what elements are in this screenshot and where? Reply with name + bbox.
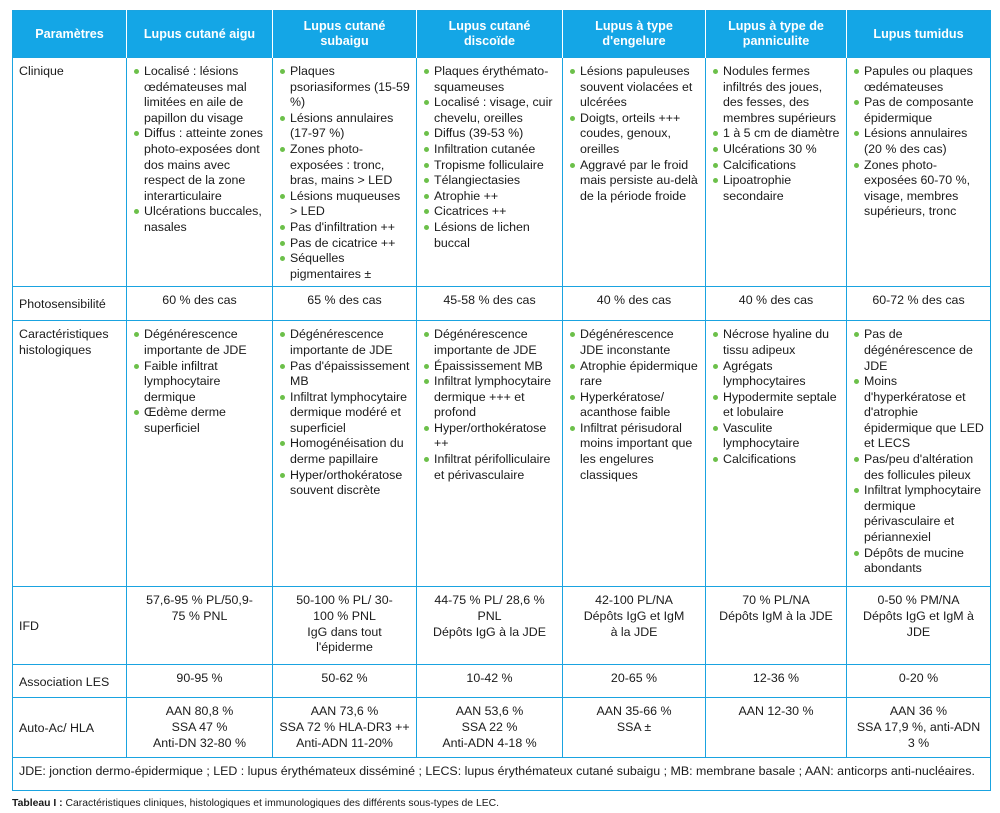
table-cell bbox=[273, 58, 417, 287]
list-item: Pas d'épaississement MB bbox=[279, 359, 410, 390]
cell-line: AAN 73,6 % bbox=[310, 704, 379, 719]
list-item: Œdème derme superficiel bbox=[133, 405, 266, 436]
bullet-list bbox=[279, 64, 410, 282]
cell-line: à la JDE bbox=[610, 624, 658, 639]
cell-line: Anti-DN 32-80 % bbox=[153, 735, 246, 750]
list-item: Zones photo-exposées 60-70 %, visage, membres supérieurs, tronc bbox=[853, 158, 984, 220]
list-item: Séquelles pigmentaires ± bbox=[279, 251, 410, 282]
row-footnote bbox=[13, 758, 991, 791]
list-item: Nécrose hyaline du tissu adipeux bbox=[712, 327, 840, 358]
list-item: Pas de composante épidermique bbox=[853, 95, 984, 126]
header-cell: Lupus cutané aigu bbox=[127, 11, 273, 58]
row-label: Photosensibilité bbox=[13, 287, 127, 321]
list-item: Homogénéisation du derme papillaire bbox=[279, 436, 410, 467]
table-cell: 50-62 % bbox=[273, 665, 417, 698]
list-item: Pas d'infiltration ++ bbox=[279, 220, 410, 236]
bullet-list bbox=[279, 327, 410, 499]
list-item: Hyper/orthokératose ++ bbox=[423, 421, 556, 452]
header-text: Lupus à type de panniculite bbox=[728, 19, 824, 48]
cell-line: SSA 22 % bbox=[461, 719, 518, 734]
row-association-les bbox=[13, 665, 991, 698]
table-cell bbox=[127, 58, 273, 287]
table-cell bbox=[417, 58, 563, 287]
list-item: Hyperkératose/ acanthose faible bbox=[569, 390, 699, 421]
table-cell bbox=[273, 698, 417, 758]
row-ifd bbox=[13, 587, 991, 665]
list-item: Télangiectasies bbox=[423, 173, 556, 189]
list-item: Lésions papuleuses souvent violacées et ulcérées bbox=[569, 64, 699, 111]
list-item: Infiltrat lymphocytaire dermique périvasculaire et périannexiel bbox=[853, 483, 984, 545]
list-item: Vasculite lymphocytaire bbox=[712, 421, 840, 452]
table-cell bbox=[847, 321, 991, 587]
list-item: Localisé : lésions œdémateuses mal limitées en aile de papillon du visage bbox=[133, 64, 266, 126]
table-cell bbox=[273, 587, 417, 665]
table-cell bbox=[847, 698, 991, 758]
table-cell: 65 % des cas bbox=[273, 287, 417, 321]
bullet-list bbox=[423, 327, 556, 483]
table-cell: 10-42 % bbox=[417, 665, 563, 698]
table-cell: 20-65 % bbox=[563, 665, 706, 698]
header-cell: Lupus tumidus bbox=[847, 11, 991, 58]
list-item: Pas de dégénérescence de JDE bbox=[853, 327, 984, 374]
list-item: Lésions muqueuses > LED bbox=[279, 189, 410, 220]
bullet-list bbox=[712, 64, 840, 204]
row-label: IFD bbox=[13, 587, 127, 665]
table-cell bbox=[127, 587, 273, 665]
list-item: Dégénérescence JDE inconstante bbox=[569, 327, 699, 358]
table-cell: 12-36 % bbox=[706, 665, 847, 698]
list-item: Ulcérations buccales, nasales bbox=[133, 204, 266, 235]
cell-line: 50-100 % PL/ 30- bbox=[296, 593, 393, 608]
table-cell bbox=[706, 58, 847, 287]
list-item: Zones photo-exposées : tronc, bras, mains > LED bbox=[279, 142, 410, 189]
list-item: Doigts, orteils +++ coudes, genoux, oreilles bbox=[569, 111, 699, 158]
list-item: Hypodermite septale et lobulaire bbox=[712, 390, 840, 421]
table-cell bbox=[417, 587, 563, 665]
list-item: Dégénérescence importante de JDE bbox=[279, 327, 410, 358]
table-cell bbox=[563, 321, 706, 587]
list-item: Papules ou plaques œdémateuses bbox=[853, 64, 984, 95]
table-cell: 45-58 % des cas bbox=[417, 287, 563, 321]
cell-line: Dépôts IgG et IgM bbox=[583, 608, 685, 623]
cell-line: 42-100 PL/NA bbox=[595, 593, 673, 608]
header-row bbox=[13, 11, 991, 58]
list-item: Infiltrat périsudoral moins important que les engelures classiques bbox=[569, 421, 699, 483]
table-cell bbox=[563, 587, 706, 665]
cell-line: IgG dans tout bbox=[307, 624, 382, 639]
row-auto-ac-hla bbox=[13, 698, 991, 758]
row-histologie bbox=[13, 321, 991, 587]
cell-line: SSA 17,9 %, anti-ADN bbox=[856, 719, 981, 734]
caption-label: Tableau I : bbox=[12, 798, 63, 809]
bullet-list bbox=[569, 64, 699, 204]
table-cell: 90-95 % bbox=[127, 665, 273, 698]
cell-line: 100 % PNL bbox=[313, 608, 376, 623]
list-item: Diffus (39-53 %) bbox=[423, 126, 556, 142]
table-caption bbox=[12, 798, 499, 809]
bullet-list bbox=[853, 64, 984, 220]
list-item: Lipoatrophie secondaire bbox=[712, 173, 840, 204]
list-item: Plaques érythémato-squameuses bbox=[423, 64, 556, 95]
list-item: Localisé : visage, cuir chevelu, oreilles bbox=[423, 95, 556, 126]
cell-line: 3 % bbox=[907, 735, 930, 750]
cell-line: l'épiderme bbox=[316, 640, 373, 655]
cell-line: Dépôts IgM à la JDE bbox=[719, 608, 833, 623]
table-cell bbox=[273, 321, 417, 587]
cell-line: AAN 35-66 % bbox=[596, 704, 672, 719]
cell-line: Anti-ADN 4-18 % bbox=[442, 735, 537, 750]
cell-line: AAN 12-30 % bbox=[738, 704, 814, 719]
cell-line: SSA 72 % HLA-DR3 ++ bbox=[279, 719, 410, 734]
header-cell: Lupus cutané subaigu bbox=[273, 11, 417, 58]
list-item: Épaississement MB bbox=[423, 359, 556, 375]
list-item: Pas de cicatrice ++ bbox=[279, 236, 410, 252]
cell-line: Anti-ADN 11-20% bbox=[296, 735, 393, 750]
row-label: Clinique bbox=[13, 58, 127, 287]
bullet-list bbox=[712, 327, 840, 467]
list-item: 1 à 5 cm de diamètre bbox=[712, 126, 840, 142]
list-item: Calcifications bbox=[712, 158, 840, 174]
bullet-list bbox=[853, 327, 984, 577]
lec-table bbox=[12, 10, 991, 791]
caption-text: Caractéristiques cliniques, histologiques et immunologiques des différents sous-types de LEC. bbox=[62, 798, 500, 809]
table-cell bbox=[127, 321, 273, 587]
table-cell: 40 % des cas bbox=[706, 287, 847, 321]
cell-line: PNL bbox=[477, 608, 502, 623]
header-cell: Paramètres bbox=[13, 11, 127, 58]
list-item: Lésions annulaires (17-97 %) bbox=[279, 111, 410, 142]
list-item: Hyper/orthokératose souvent discrète bbox=[279, 468, 410, 499]
bullet-list bbox=[133, 64, 266, 236]
cell-line: AAN 80,8 % bbox=[165, 704, 234, 719]
cell-line: AAN 36 % bbox=[889, 704, 948, 719]
header-cell bbox=[706, 11, 847, 58]
header-cell bbox=[563, 11, 706, 58]
cell-line: SSA ± bbox=[616, 719, 652, 734]
cell-line: 75 % PNL bbox=[171, 608, 228, 623]
row-label: Caractéristiques histologiques bbox=[13, 321, 127, 587]
list-item: Tropisme folliculaire bbox=[423, 158, 556, 174]
list-item: Moins d'hyperkératose et d'atrophie épidermique que LED et LECS bbox=[853, 374, 984, 452]
header-cell: Lupus cutané discoïde bbox=[417, 11, 563, 58]
table-cell bbox=[417, 321, 563, 587]
header-text: Lupus à type d'engelure bbox=[595, 19, 673, 48]
list-item: Faible infiltrat lymphocytaire dermique bbox=[133, 359, 266, 406]
table-cell bbox=[706, 321, 847, 587]
table-cell bbox=[417, 698, 563, 758]
list-item: Dégénérescence importante de JDE bbox=[423, 327, 556, 358]
list-item: Lésions de lichen buccal bbox=[423, 220, 556, 251]
list-item: Pas/peu d'altération des follicules pileux bbox=[853, 452, 984, 483]
table-cell: 60-72 % des cas bbox=[847, 287, 991, 321]
table-cell bbox=[847, 58, 991, 287]
list-item: Lésions annulaires (20 % des cas) bbox=[853, 126, 984, 157]
cell-line: Dépôts IgG et IgM à JDE bbox=[863, 608, 974, 639]
cell-line: Dépôts IgG à la JDE bbox=[433, 624, 546, 639]
list-item: Diffus : atteinte zones photo-exposées dont dos mains avec respect de la zone interarticulaire bbox=[133, 126, 266, 204]
list-item: Aggravé par le froid mais persiste au-delà de la période froide bbox=[569, 158, 699, 205]
row-label: Association LES bbox=[13, 665, 127, 698]
table-cell: 60 % des cas bbox=[127, 287, 273, 321]
row-label: Auto-Ac/ HLA bbox=[13, 698, 127, 758]
table-cell bbox=[563, 698, 706, 758]
bullet-list bbox=[133, 327, 266, 436]
list-item: Plaques psoriasiformes (15-59 %) bbox=[279, 64, 410, 111]
list-item: Infiltrat périfolliculaire et périvasculaire bbox=[423, 452, 556, 483]
list-item: Infiltrat lymphocytaire dermique +++ et profond bbox=[423, 374, 556, 421]
list-item: Calcifications bbox=[712, 452, 840, 468]
list-item: Atrophie ++ bbox=[423, 189, 556, 205]
list-item: Dépôts de mucine abondants bbox=[853, 546, 984, 577]
table-cell: 0-20 % bbox=[847, 665, 991, 698]
cell-line: AAN 53,6 % bbox=[455, 704, 524, 719]
cell-line: SSA 47 % bbox=[171, 719, 228, 734]
table-cell bbox=[706, 698, 847, 758]
list-item: Agrégats lymphocytaires bbox=[712, 359, 840, 390]
cell-line: 44-75 % PL/ 28,6 % bbox=[434, 593, 545, 608]
table-cell bbox=[847, 587, 991, 665]
table-cell bbox=[706, 587, 847, 665]
list-item: Infiltrat lymphocytaire dermique modéré et superficiel bbox=[279, 390, 410, 437]
cell-line: 70 % PL/NA bbox=[742, 593, 810, 608]
bullet-list bbox=[423, 64, 556, 251]
list-item: Cicatrices ++ bbox=[423, 204, 556, 220]
footnote: JDE: jonction dermo-épidermique ; LED : lupus érythémateux disséminé ; LECS: lupus érythémateux cutané subaigu ; MB: membrane basale ; AAN: anticorps anti-nucléaires. bbox=[13, 758, 991, 791]
table-cell: 40 % des cas bbox=[563, 287, 706, 321]
list-item: Atrophie épidermique rare bbox=[569, 359, 699, 390]
list-item: Infiltration cutanée bbox=[423, 142, 556, 158]
bullet-list bbox=[569, 327, 699, 483]
list-item: Nodules fermes infiltrés des joues, des fesses, des membres supérieurs bbox=[712, 64, 840, 126]
table-cell bbox=[127, 698, 273, 758]
table-cell bbox=[563, 58, 706, 287]
cell-line: 57,6-95 % PL/50,9- bbox=[146, 593, 253, 608]
list-item: Ulcérations 30 % bbox=[712, 142, 840, 158]
cell-line: 0-50 % PM/NA bbox=[877, 593, 960, 608]
row-clinique bbox=[13, 58, 991, 287]
list-item: Dégénérescence importante de JDE bbox=[133, 327, 266, 358]
row-photosensibilite bbox=[13, 287, 991, 321]
